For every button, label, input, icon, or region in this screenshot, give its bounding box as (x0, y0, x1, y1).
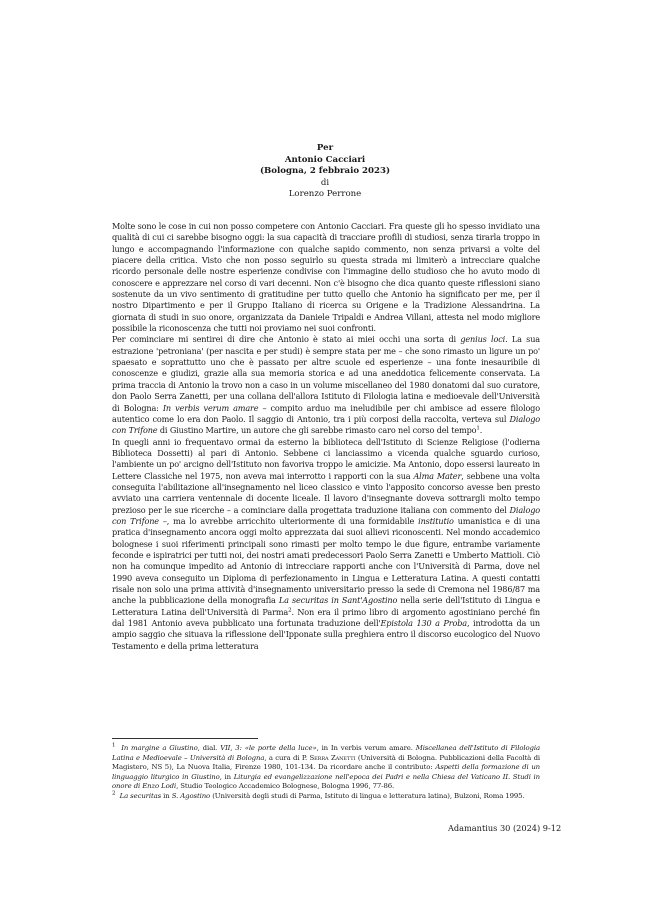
footnotes (112, 744, 540, 802)
footnote-1: $^1$ In margine a Giustino, dial. VII, 3: «le porte della luce», in In verbis verum amare. Miscellanea dell'Istituto di Filologia Latina e Medioevale – Università di Bologna, a cura di P. Serra Zanetti (Università di Bologna. Pubblicazioni della Facoltà di Magistero, NS 5), La Nuova Italia, Firenze 1980, 101-134. Da ricordare anche il contributo: Aspetti della formazione di un linguaggio liturgico in Giustino, in Liturgia ed evangelizzazione nell'epoca dei Padri e nella Chiesa del Vaticano II. Studi in onore di Enzo Lodi, Studio Teologico Accademico Bolognese, Bologna 1996, 77-86. (112, 742, 540, 791)
paragraph-2: Per cominciare mi sentirei di dire che Antonio è stato ai miei occhi una sorta di genius loci. La sua estrazione 'petroniana' (per nascita e per studi) è sempre stata per me – che sono rimasto un ligure un po' spaesato e soprattutto uno che è passato per altre scuole ed esperienze – una fonte inesauribile di conoscenze e giudizi, grazie alla sua memoria storica e ad una aneddotica felicemente conservata. La prima traccia di Antonio la trovo non a caso in un volume miscellaneo del 1980 donatomi dal suo curatore, don Paolo Serra Zanetti, per una collana dell'allora Istituto di Filologia latina e medioevale dell'Università di Bologna: In verbis verum amare – compito arduo ma ineludibile per chi ambisce ad essere filologo autentico come lo era don Paolo. Il saggio di Antonio, tra i più corposi della raccolta, verteva sul Dialogo con Trifone di Giustino Martire, un autore che gli sarebbe rimasto caro nel corso del tempo$^1$. (112, 334, 540, 436)
article-body (112, 221, 540, 652)
header-author: Lorenzo Perrone (288, 189, 362, 200)
header-per: Per (316, 143, 334, 153)
footnote-2: $^2$ La securitas in S. Agostino (Università degli studi di Parma, Istituto di lingua e letteratura latina), Bulzoni, Roma 1995. (112, 790, 525, 800)
header-by: di (320, 177, 330, 188)
article-header (0, 143, 650, 201)
footnote-ref-1[interactable]: 1 (476, 425, 480, 432)
paragraph-3: In quegli anni io frequentavo ormai da esterno la biblioteca dell'Istituto di Scienze Religiose (l'odierna Biblioteca Dossetti) al pari di Antonio. Sebbene ci lanciassimo a vicenda qualche sguardo curioso, l'ambiente un po' arcigno dell'Istituto non favoriva troppo le amicizie. Ma Antonio, dopo essersi laureato in Lettere Classiche nel 1975, non aveva mai interrotto i rapporti con la sua Alma Mater, sebbene una volta conseguita l'abilitazione all'insegnamento nel liceo classico e vinto l'apposito concorso avesse ben presto avviato una carriera ventennale di docente liceale. Il lavoro d'insegnante doveva sottrargli molto tempo prezioso per le sue ricerche – a cominciare dalla progettata traduzione italiana con commento del Dialogo con Trifone –, ma lo avrebbe arricchito ulteriormente di una formidabile institutio umanistica e di una pratica d'insegnamento ancora oggi molto apprezzata dai suoi allievi riconoscenti. Nel mondo accademico bolognese i suoi riferimenti principali sono rimasti per molto tempo le due figure, entrambe variamente feconde e ispiratrici per tutti noi, dei nostri amati predecessori Paolo Serra Zanetti e Umberto Mattioli. Ciò non ha comunque impedito ad Antonio di intrecciare rapporti anche con l'Università di Parma, dove nel 1990 aveva conseguito un Diploma di perfezionamento in Lingua e Letteratura Latina. A questi contatti risale non solo una prima attività d'insegnamento universitario presso la sede di Cremona nel 1986/87 ma anche la pubblicazione della monografia La securitas in Sant'Agostino nella serie dell'Istituto di Lingua e Letteratura Latina dell'Università di Parma$^2$. Non era il primo libro di argomento agostiniano perché fin dal 1981 Antonio aveva pubblicato una fortunata traduzione dell'Epistola 130 a Proba, introdotta da un ampio saggio che situava la riflessione dell'Ipponate sulla preghiera entro il discorso eucologico del Nuovo Testamento e della prima letteratura (112, 436, 541, 651)
paragraph-1: Molte sono le cose in cui non posso competere con Antonio Cacciari. Fra queste gli ho spesso invidiato una qualità di cui ci sarebbe bisogno oggi: la sua capacità di tracciare profili di studiosi, senza tirarla troppo in lungo e accompagnando l'informazione con qualche sapido commento, non senza privarsi a volte del piacere della critica. Visto che non posso seguirlo su questa strada mi limiterò a intrecciare qualche ricordo personale delle nostre esperienze condivise con l'immagine dello studioso che ho avuto modo di conoscere e apprezzare nel corso di vari decenni. Non c'è bisogno che dica quanto queste riflessioni siano sostenute da un vivo sentimento di gratitudine per tutto quello che Antonio ha significato per me, per il nostro Dipartimento e per il Gruppo Italiano di ricerca su Origene e la Tradizione Alessandrina. La giornata di studi in suo onore, organizzata da Daniele Tripaldi e Andrea Villani, attesta nel modo migliore possibile la riconoscenza che tutti noi proviamo nei suoi confronti. (112, 221, 540, 334)
journal-citation: Adamantius 30 (2024) 9-12 (448, 823, 562, 833)
header-date: (Bologna, 2 febbraio 2023) (259, 166, 391, 177)
footnote-ref-2[interactable]: 2 (288, 606, 292, 613)
header-name: Antonio Cacciari (284, 154, 366, 165)
footnote-divider (112, 738, 258, 739)
